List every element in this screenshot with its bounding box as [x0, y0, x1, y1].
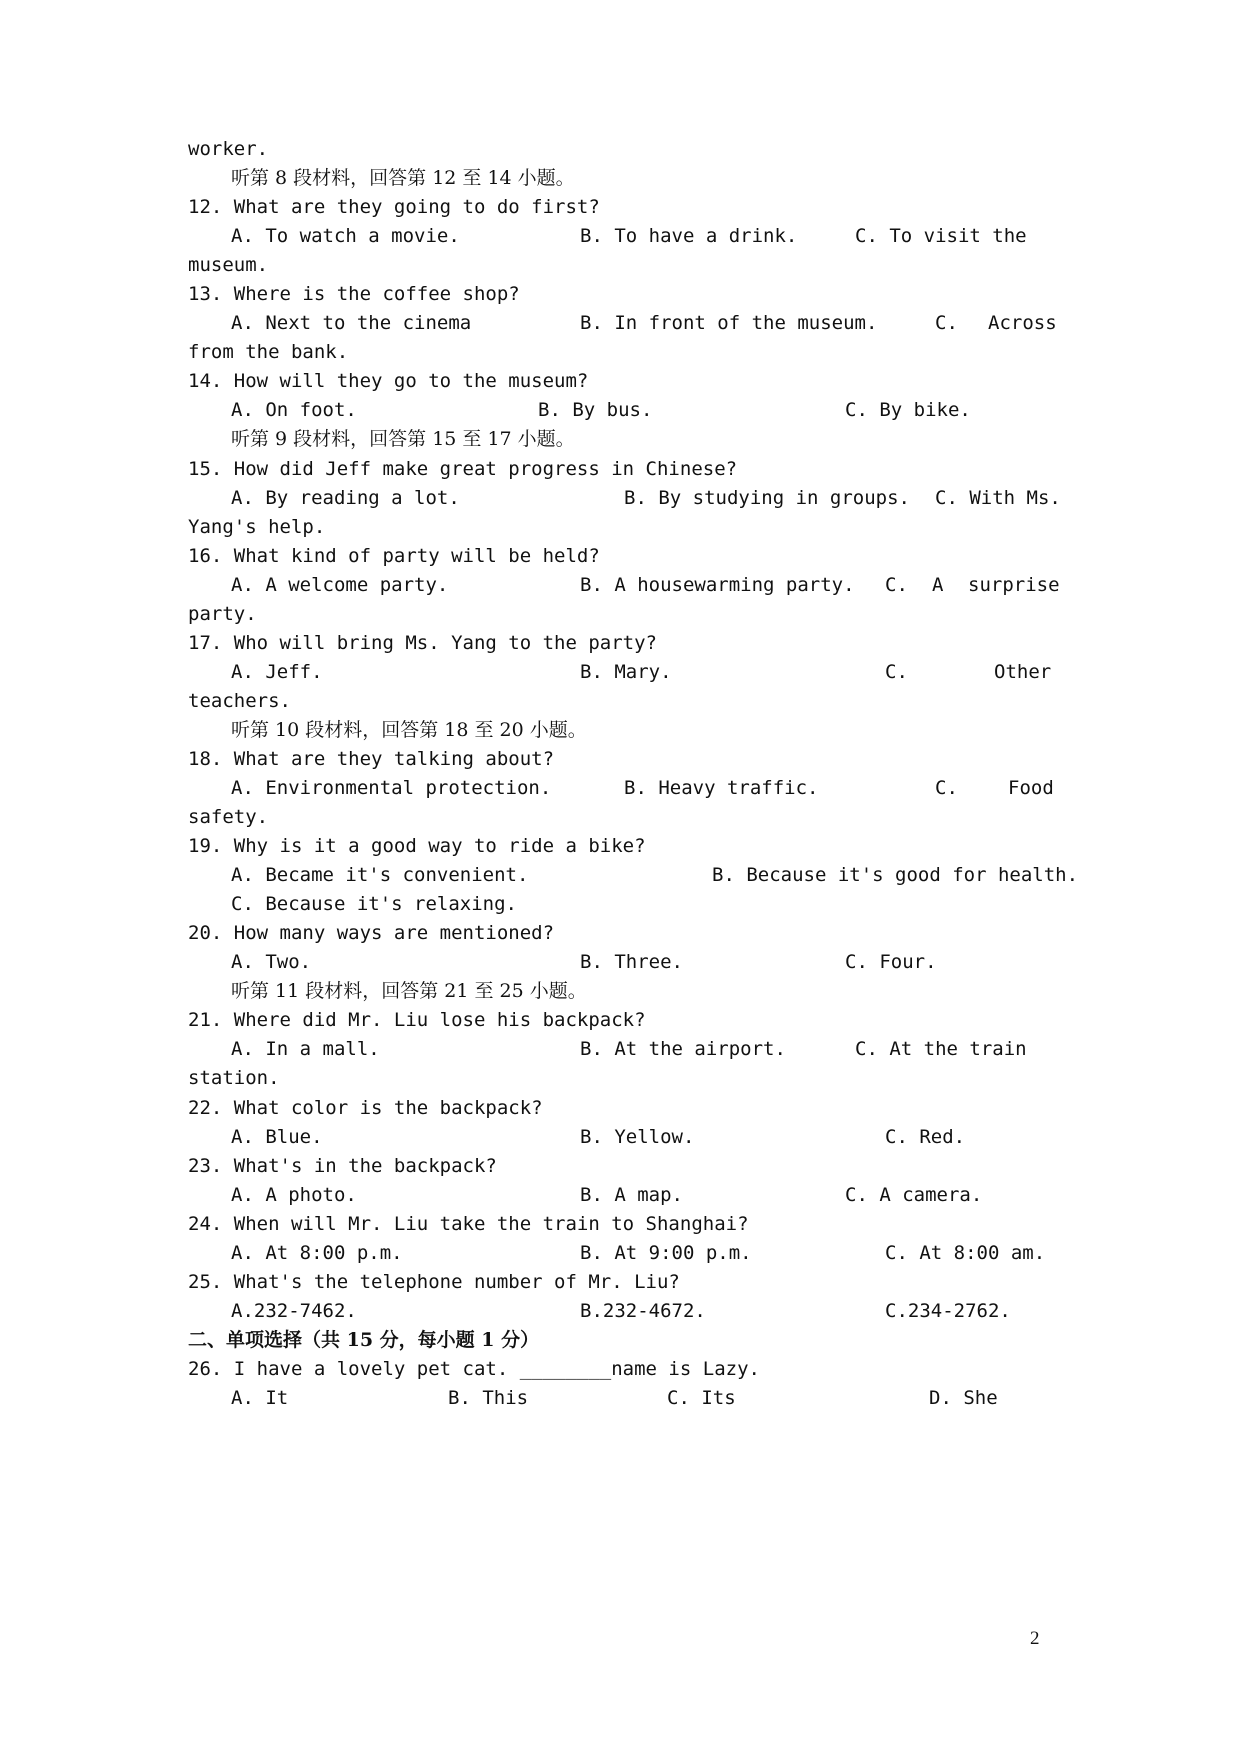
option-b: B. A housewarming party.: [580, 574, 855, 596]
option-a: A. A photo.: [231, 1184, 357, 1206]
text-line: Yang's help.: [188, 516, 326, 538]
option-c-text: Food: [1008, 777, 1054, 799]
option-c-text: surprise: [968, 574, 1060, 596]
options-14: [188, 395, 1058, 425]
options-13: [188, 308, 1058, 338]
option-a: A. Blue.: [231, 1126, 323, 1148]
option-c: C. At the train: [855, 1038, 1027, 1060]
page-number: 2: [1030, 1628, 1040, 1649]
text-line: museum.: [188, 254, 269, 276]
option-b: B. By studying in groups.: [624, 487, 910, 509]
question-20: 20. How many ways are mentioned?: [188, 922, 555, 944]
option-c-letter: C.: [935, 777, 958, 799]
option-b: B. To have a drink.: [580, 225, 798, 247]
question-19: 19. Why is it a good way to ride a bike?: [188, 835, 646, 857]
section-heading: 听第 9 段材料，回答第 15 至 17 小题。: [231, 428, 575, 450]
option-b: B. Heavy traffic.: [624, 777, 819, 799]
option-a: A. Jeff.: [231, 661, 323, 683]
option-c: C. By bike.: [845, 399, 971, 421]
question-23: 23. What's in the backpack?: [188, 1155, 497, 1177]
option-b: B. Three.: [580, 951, 683, 973]
question-25: 25. What's the telephone number of Mr. Liu?: [188, 1271, 680, 1293]
option-b: B. In front of the museum.: [580, 312, 878, 334]
question-18: 18. What are they talking about?: [188, 748, 555, 770]
question-17: 17. Who will bring Ms. Yang to the party?: [188, 632, 657, 654]
option-a: A. Next to the cinema: [231, 312, 472, 334]
option-c-letter: C.: [935, 312, 958, 334]
section-heading: 听第 10 段材料，回答第 18 至 20 小题。: [231, 719, 587, 741]
option-c-letter: C.: [885, 574, 908, 596]
options-12: [188, 221, 1058, 251]
options-20: [188, 947, 1058, 977]
options-25: [188, 1296, 1058, 1326]
option-b: B. Because it's good for health.: [712, 864, 1079, 886]
options-23: [188, 1180, 1058, 1210]
question-12: 12. What are they going to do first?: [188, 196, 600, 218]
question-21: 21. Where did Mr. Liu lose his backpack?: [188, 1009, 646, 1031]
part-two-heading: 二、单项选择（共 15 分，每小题 1 分）: [188, 1329, 540, 1351]
option-c: C. To visit the: [855, 225, 1027, 247]
option-c-text: Other: [994, 661, 1052, 683]
option-c: C. With Ms.: [935, 487, 1061, 509]
options-16: [188, 570, 1058, 600]
option-a: A. Environmental protection.: [231, 777, 552, 799]
option-b: B. At 9:00 p.m.: [580, 1242, 752, 1264]
option-b: B. At the airport.: [580, 1038, 786, 1060]
options-17: [188, 657, 1058, 687]
options-15: [188, 483, 1061, 513]
option-c: C. A camera.: [845, 1184, 983, 1206]
text-line: worker.: [188, 138, 269, 160]
options-24: [188, 1238, 1058, 1268]
text-line: from the bank.: [188, 341, 349, 363]
option-a: A. By reading a lot.: [231, 487, 460, 509]
option-c-letter: C.: [885, 661, 908, 683]
options-26: [188, 1383, 1058, 1413]
option-b: B. Mary.: [580, 661, 672, 683]
option-a: A.232-7462.: [231, 1300, 357, 1322]
options-22: [188, 1122, 1058, 1152]
option-c: C. Its: [667, 1387, 736, 1409]
question-13: 13. Where is the coffee shop?: [188, 283, 520, 305]
question-24: 24. When will Mr. Liu take the train to Shanghai?: [188, 1213, 749, 1235]
option-c: C. Because it's relaxing.: [231, 893, 517, 915]
option-c: C.234-2762.: [885, 1300, 1011, 1322]
options-18: [188, 773, 1058, 803]
text-line: teachers.: [188, 690, 291, 712]
option-b: B. A map.: [580, 1184, 683, 1206]
option-a: A. A welcome party.: [231, 574, 449, 596]
option-a: A. On foot.: [231, 399, 357, 421]
options-19-ab: [188, 860, 1079, 890]
question-26: 26. I have a lovely pet cat. ________name is Lazy.: [188, 1358, 760, 1380]
option-d: D. She: [929, 1387, 998, 1409]
question-22: 22. What color is the backpack?: [188, 1097, 543, 1119]
options-21: [188, 1034, 1058, 1064]
text-line: station.: [188, 1067, 280, 1089]
option-b: B. This: [448, 1387, 529, 1409]
section-heading: 听第 11 段材料，回答第 21 至 25 小题。: [231, 980, 587, 1002]
option-b: B. Yellow.: [580, 1126, 695, 1148]
option-a: A. Became it's convenient.: [231, 864, 529, 886]
option-a: A. Two.: [231, 951, 312, 973]
question-15: 15. How did Jeff make great progress in Chinese?: [188, 458, 738, 480]
option-c: C. Four.: [845, 951, 937, 973]
option-a: A. To watch a movie.: [231, 225, 460, 247]
option-a: A. At 8:00 p.m.: [231, 1242, 403, 1264]
option-a: A. In a mall.: [231, 1038, 380, 1060]
text-line: party.: [188, 603, 257, 625]
question-16: 16. What kind of party will be held?: [188, 545, 600, 567]
option-a: A. It: [231, 1387, 289, 1409]
question-14: 14. How will they go to the museum?: [188, 370, 589, 392]
section-heading: 听第 8 段材料，回答第 12 至 14 小题。: [231, 167, 575, 189]
option-c-word: A: [932, 574, 944, 596]
option-b: B. By bus.: [538, 399, 653, 421]
option-c: C. At 8:00 am.: [885, 1242, 1046, 1264]
text-line: safety.: [188, 806, 269, 828]
option-b: B.232-4672.: [580, 1300, 706, 1322]
option-c: C. Red.: [885, 1126, 966, 1148]
option-c-text: Across: [988, 312, 1057, 334]
